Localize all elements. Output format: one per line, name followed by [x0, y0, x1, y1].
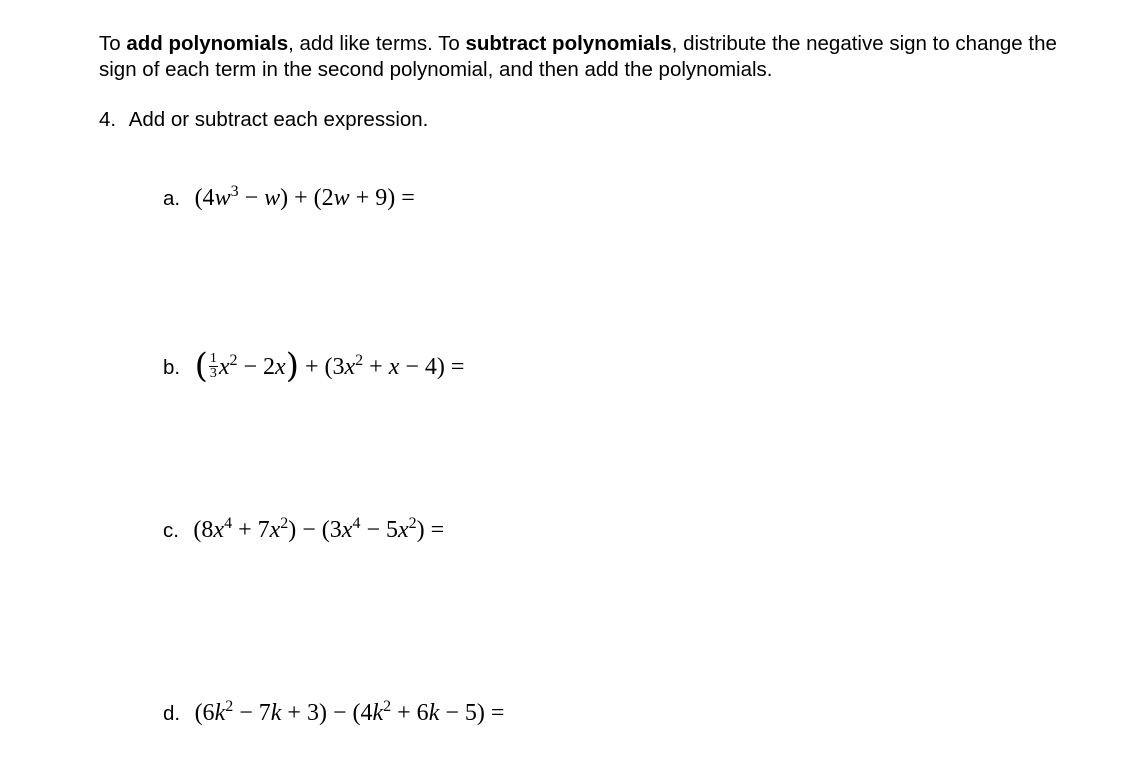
instructions-paragraph [99, 31, 1059, 83]
expression-b: ( $\frac{1}{3}$ $x^2 - 2x) + (3x^2 + x - 4)$ = [194, 346, 465, 386]
fraction-one-third: $\frac{1}{3}$ [209, 350, 217, 381]
problem-d [163, 698, 504, 731]
instructions-bold-add: add polynomials [126, 32, 289, 55]
question-4 [99, 107, 428, 133]
instructions-text-2: , add like terms. To [288, 32, 466, 55]
problem-letter: b. [163, 356, 181, 379]
expression-d: $(6k^2 - 7k + 3) - (4k^2 + 6k - 5)$ = [194, 698, 505, 726]
problem-letter: a. [163, 187, 181, 210]
question-prompt: Add or subtract each expression. [128, 108, 429, 131]
problem-b [163, 346, 465, 386]
question-number: 4. [99, 108, 117, 131]
problem-letter: d. [163, 702, 181, 725]
problem-letter: c. [163, 519, 179, 542]
expression-c: $(8x^4 + 7x^2) - (3x^4 - 5x^2)$ = [193, 515, 445, 543]
problem-c [163, 515, 444, 548]
problem-a [163, 183, 415, 216]
instructions-bold-subtract: subtract polynomials [465, 32, 672, 55]
instructions-text-1: To [99, 32, 127, 55]
expression-a: $(4w^3 - w) + (2w + 9)$ = [194, 183, 415, 211]
instructions-text-3: , distribute the negative sign to change the sign of each term in the second polynomial, and then add the polynomials. [99, 32, 1057, 81]
